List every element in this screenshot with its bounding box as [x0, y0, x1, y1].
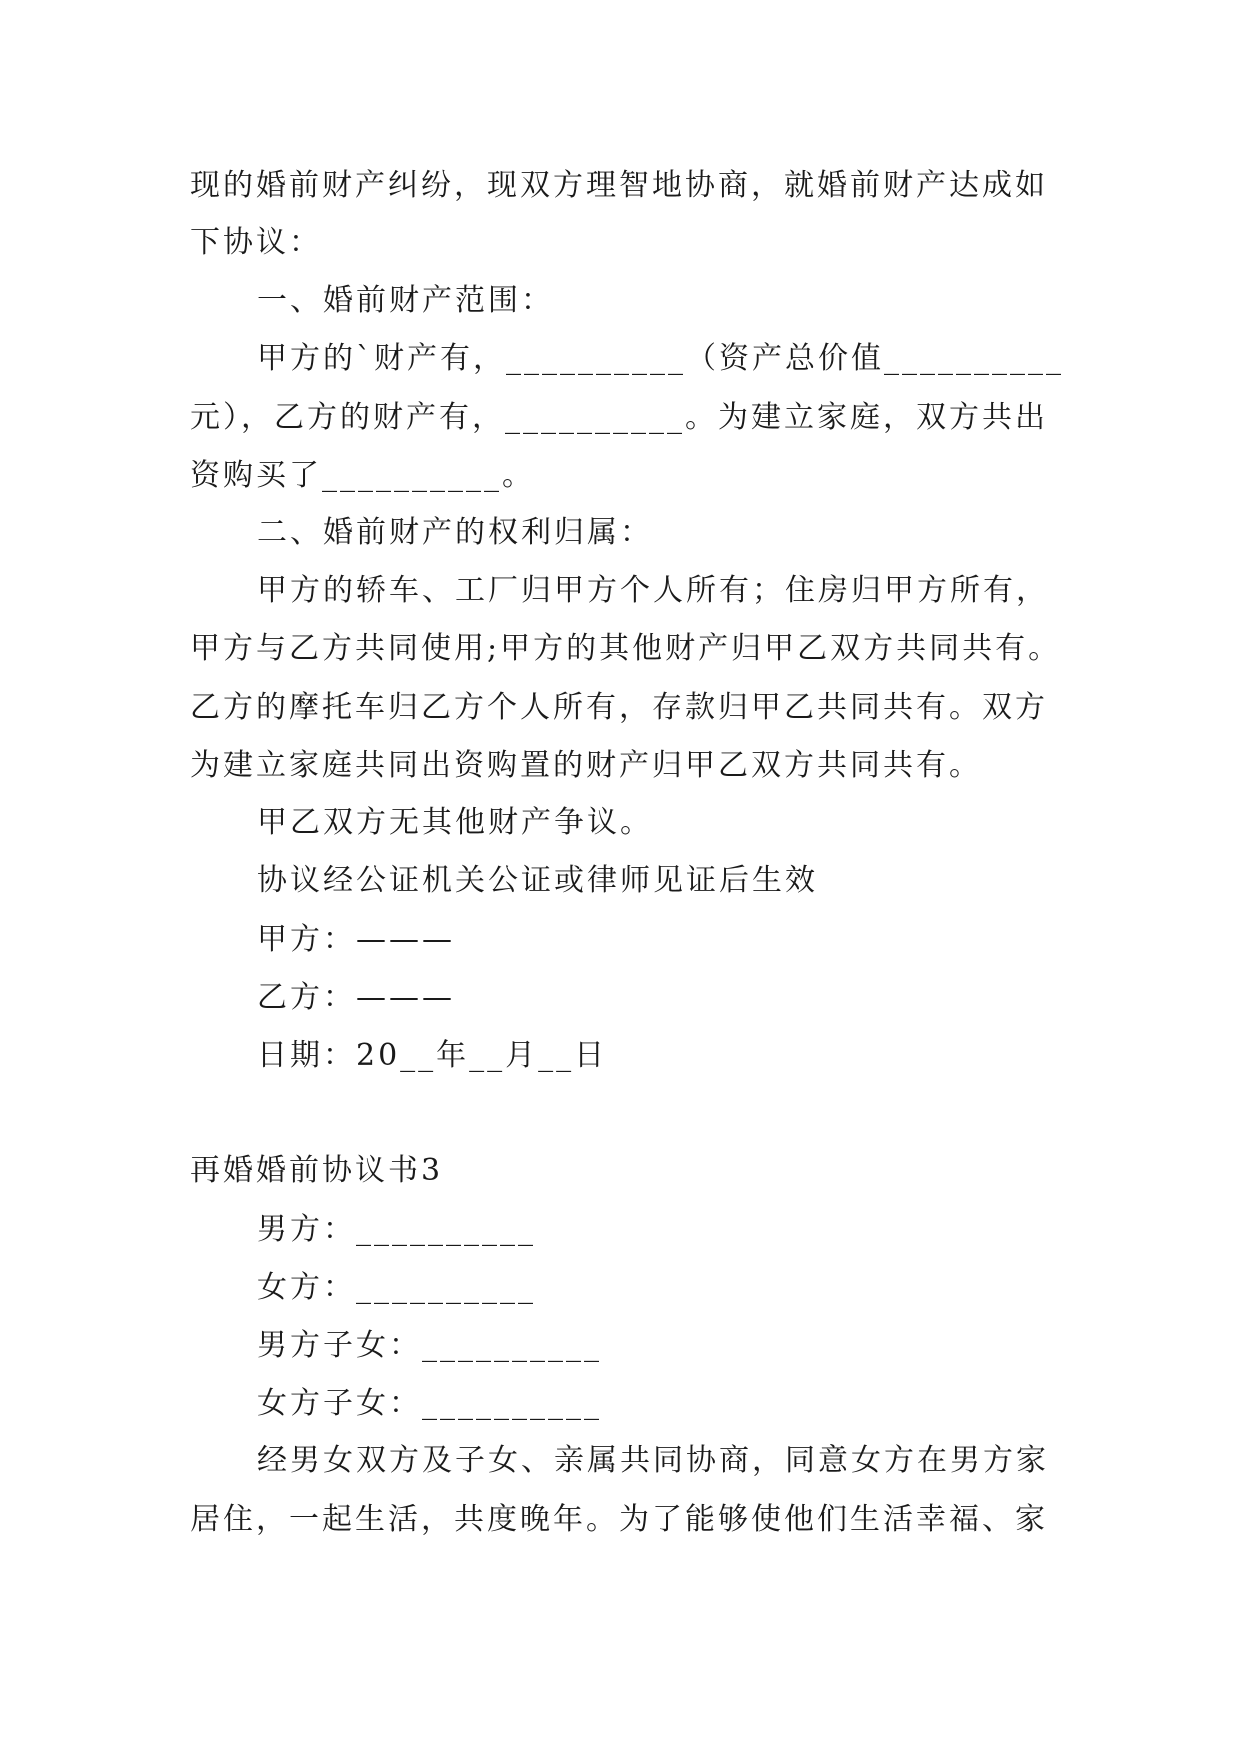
- document-title: 再婚婚前协议书3: [190, 1153, 444, 1188]
- field-line-man: 男方：__________: [257, 1212, 536, 1247]
- section-heading: 二、婚前财产的权利归属：: [257, 515, 653, 550]
- section-heading: 一、婚前财产范围：: [257, 283, 554, 318]
- paragraph-line: 居住，一起生活，共度晚年。为了能够使他们生活幸福、家: [190, 1502, 1048, 1537]
- paragraph-line: 甲乙双方无其他财产争议。: [257, 805, 653, 840]
- paragraph-line: 甲方与乙方共同使用;甲方的其他财产归甲乙双方共同共有。: [190, 631, 1062, 666]
- paragraph-line: 资购买了__________。: [190, 458, 535, 493]
- field-line-man-children: 男方子女：__________: [257, 1328, 602, 1363]
- paragraph-line: 经男女双方及子女、亲属共同协商，同意女方在男方家: [257, 1443, 1049, 1478]
- field-line-woman-children: 女方子女：__________: [257, 1386, 602, 1421]
- paragraph-line: 元），乙方的财产有，__________。为建立家庭，双方共出: [190, 400, 1048, 435]
- paragraph-line: 甲方的轿车、工厂归甲方个人所有；住房归甲方所有，: [257, 573, 1049, 608]
- signature-line-party-a: 甲方：———: [257, 922, 455, 957]
- paragraph-line: 协议经公证机关公证或律师见证后生效: [257, 863, 818, 898]
- paragraph-line: 为建立家庭共同出资购置的财产归甲乙双方共同共有。: [190, 748, 982, 783]
- paragraph-line: 现的婚前财产纠纷，现双方理智地协商，就婚前财产达成如: [190, 168, 1048, 203]
- date-line: 日期：20__年__月__日: [257, 1038, 608, 1073]
- field-line-woman: 女方：__________: [257, 1270, 536, 1305]
- paragraph-line: 甲方的`财产有，__________（资产总价值__________: [257, 341, 1064, 376]
- signature-line-party-b: 乙方：———: [257, 980, 455, 1015]
- paragraph-line: 乙方的摩托车归乙方个人所有，存款归甲乙共同共有。双方: [190, 690, 1048, 725]
- paragraph-line: 下协议：: [190, 225, 322, 260]
